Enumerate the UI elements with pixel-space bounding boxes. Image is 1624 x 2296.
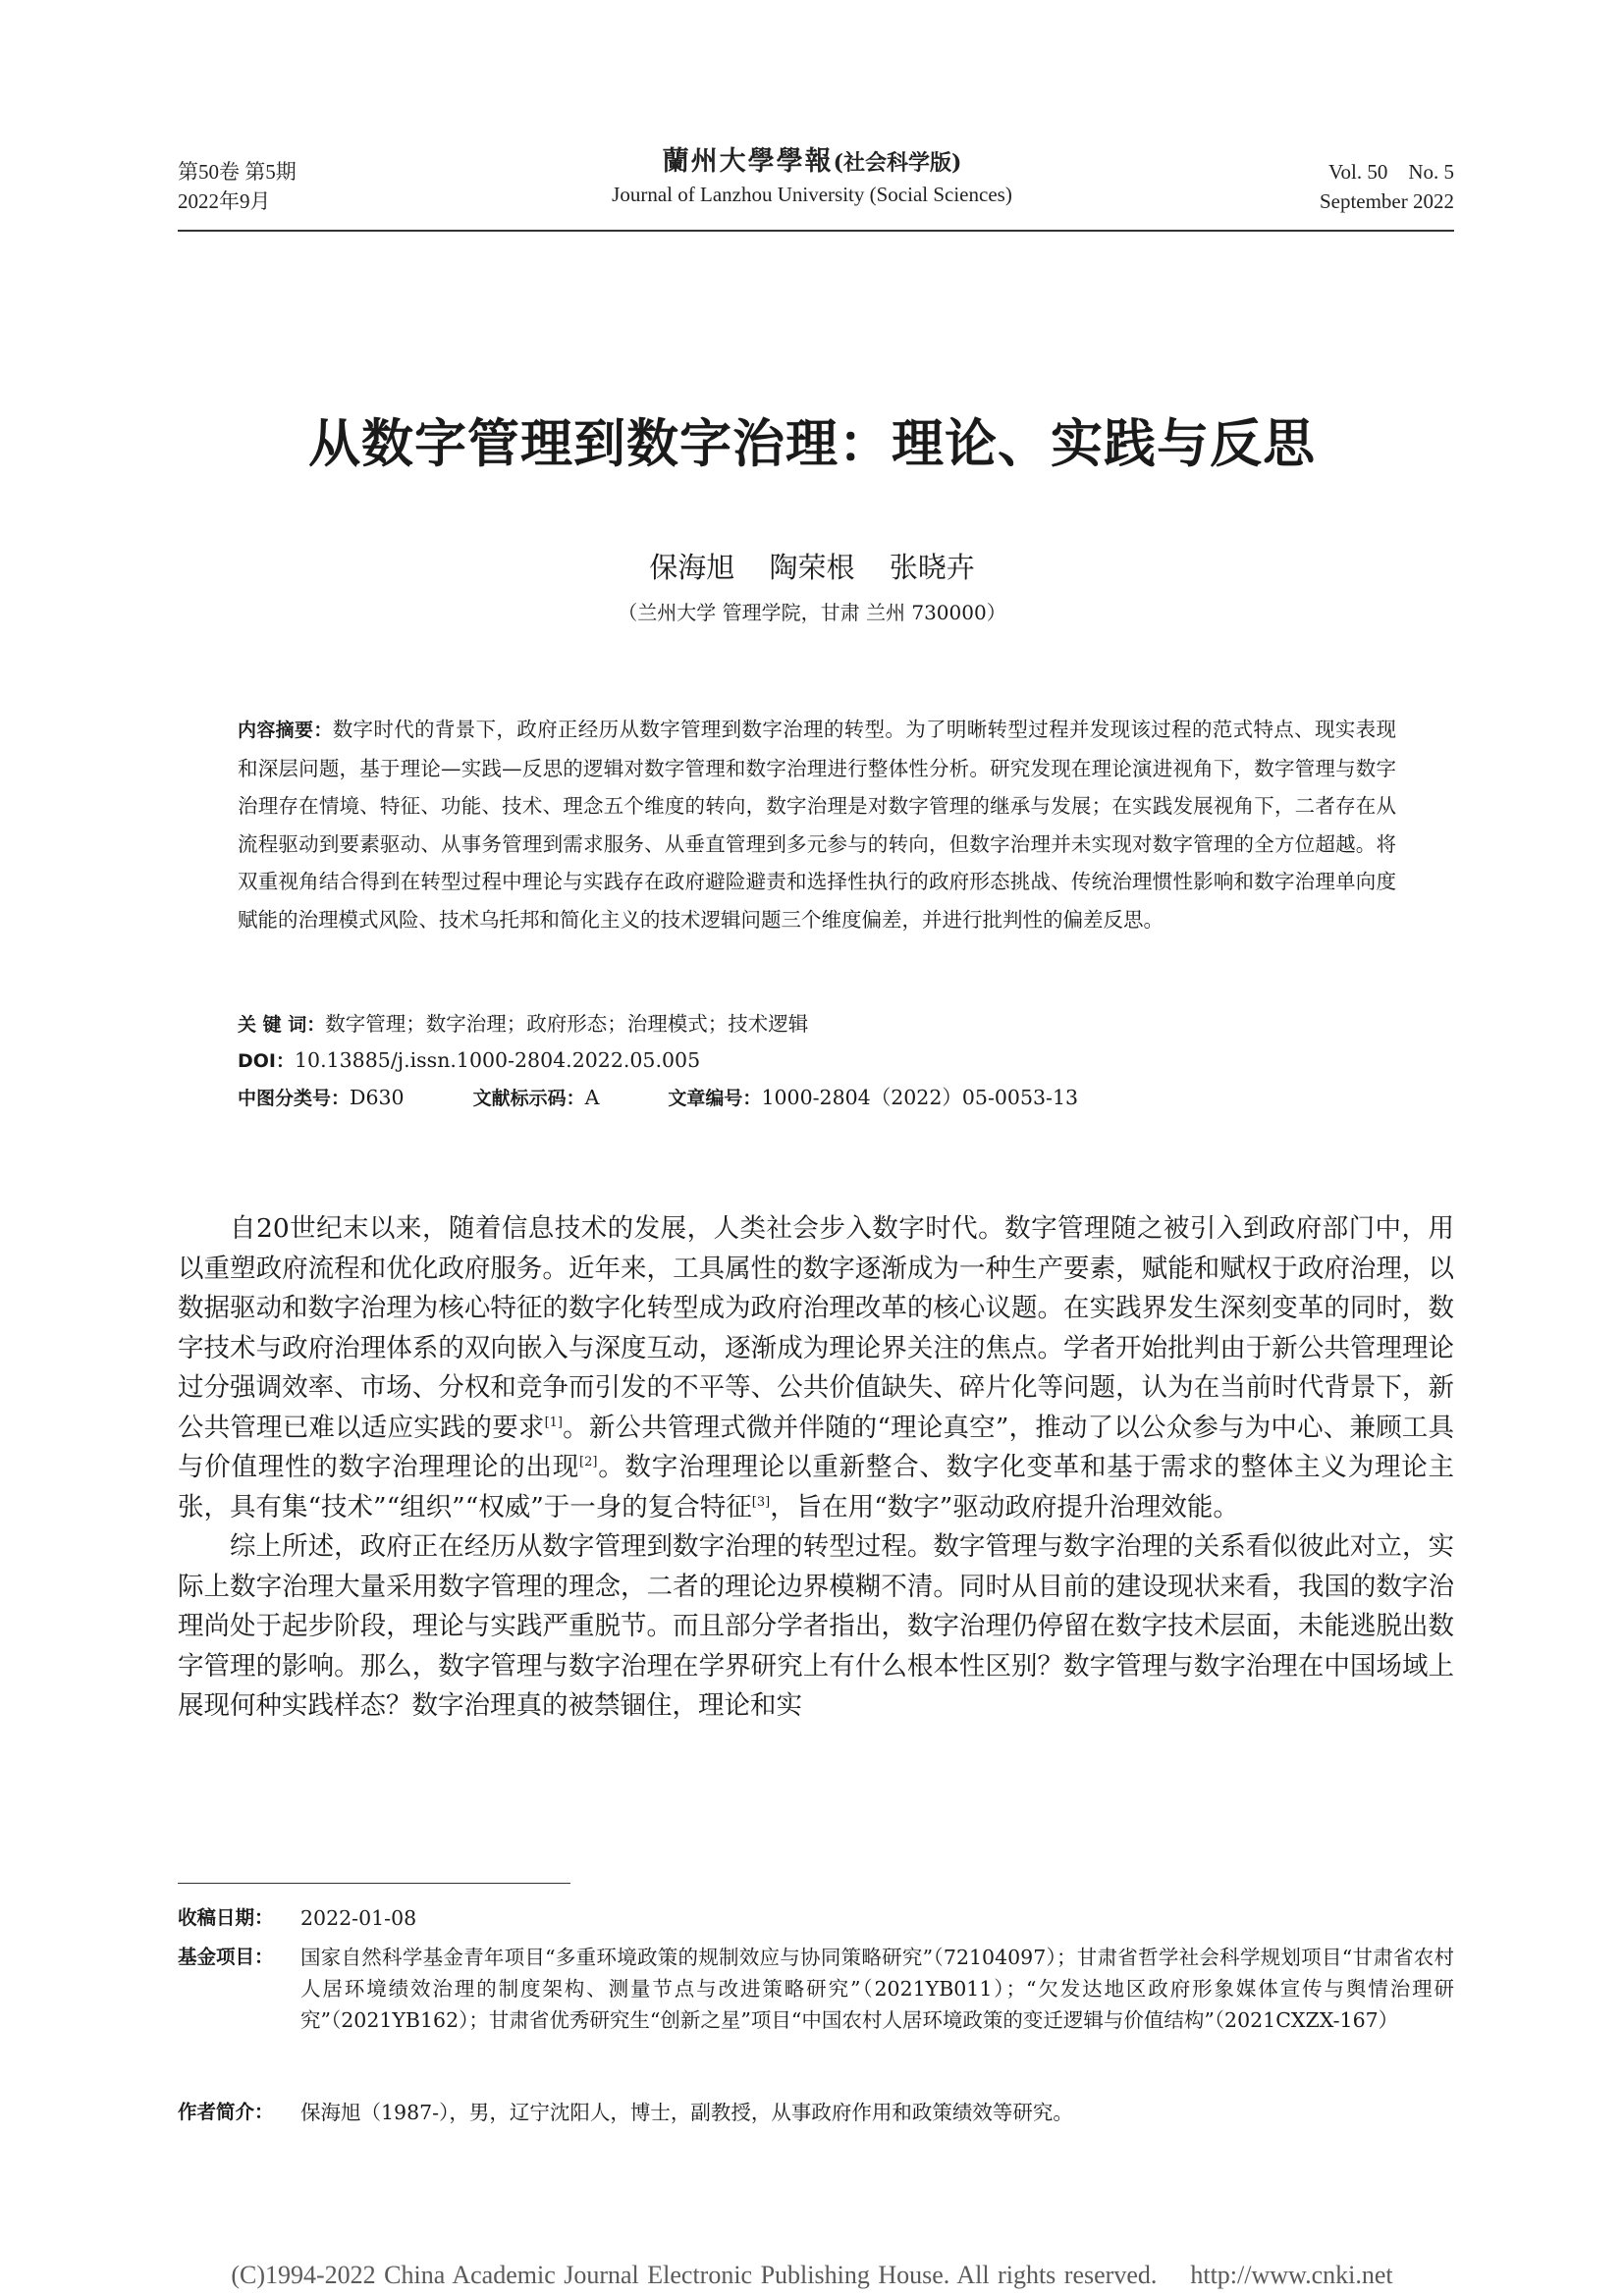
citation-2[interactable]: [2] xyxy=(579,1455,598,1470)
article-no-label: 文章编号： xyxy=(668,1088,762,1109)
abstract xyxy=(238,711,1396,938)
keywords-text: 数字管理；数字治理；政府形态；治理模式；技术逻辑 xyxy=(325,1012,809,1036)
abstract-label: 内容摘要： xyxy=(238,720,333,741)
footnote-fund xyxy=(178,1942,1454,2036)
article-title: 从数字管理到数字治理：理论、实践与反思 xyxy=(308,413,1316,474)
author-affiliation: （兰州大学 管理学院，甘肃 兰州 730000） xyxy=(618,601,1006,624)
clc-label: 中图分类号： xyxy=(238,1088,351,1109)
classification-line xyxy=(238,1083,1396,1113)
copyright-footer: (C)1994-2022 China Academic Journal Electronic Publishing House. All rights reserved. http://www.cnki.net xyxy=(231,2261,1393,2289)
fund-label: 基金项目： xyxy=(178,1946,274,1968)
journal-edition: (社会科学版) xyxy=(833,150,962,176)
header-right xyxy=(1320,157,1454,216)
paragraph-text: ，旨在用“数字”驱动政府提升治理效能。 xyxy=(770,1491,1239,1522)
footnote-author xyxy=(178,2097,1454,2128)
body-paragraph-1 xyxy=(178,1209,1454,1527)
citation-3[interactable]: [3] xyxy=(751,1494,771,1510)
citation-1[interactable]: [1] xyxy=(544,1415,563,1430)
volume-issue-en: Vol. 50 No. 5 xyxy=(1328,160,1454,184)
received-label: 收稿日期： xyxy=(178,1906,274,1929)
fund-text: 国家自然科学基金青年项目“多重环境政策的规制效应与协同策略研究”（72104097）；甘肃省哲学社会科学规划项目“甘肃省农村人居环境绩效治理的制度架构、测量节点与改进策略研究”（2021YB011）；“欠发达地区政府形象媒体宣传与舆情治理研究”（2021YB162）；甘肃省优秀研究生“创新之星”项目“中国农村人居环境政策的变迁逻辑与价值结构”（2021CXZX-167） xyxy=(300,1946,1454,2032)
footnote-rule xyxy=(178,1883,570,1884)
keywords-label: 关 键 词： xyxy=(238,1014,326,1036)
doccode-label: 文献标示码： xyxy=(472,1088,585,1109)
keywords xyxy=(238,1009,1396,1040)
abstract-text: 数字时代的背景下，政府正经历从数字管理到数字治理的转型。为了明晰转型过程并发现该过程的范式特点、现实表现和深层问题，基于理论—实践—反思的逻辑对数字管理和数字治理进行整体性分析。研究发现在理论演进视角下，数字管理与数字治理存在情境、特征、功能、技术、理念五个维度的转向，数字治理是对数字管理的继承与发展；在实践发展视角下，二者存在从流程驱动到要素驱动、从事务管理到需求服务、从垂直管理到多元参与的转向，但数字治理并未实现对数字管理的全方位超越。将双重视角结合得到在转型过程中理论与实践存在政府避险避责和选择性执行的政府形态挑战、传统治理惯性影响和数字治理单向度赋能的治理模式风险、技术乌托邦和简化主义的技术逻辑问题三个维度偏差，并进行批判性的偏差反思。 xyxy=(238,718,1396,932)
received-date: 2022-01-08 xyxy=(300,1906,417,1930)
doi-value: 10.13885/j.issn.1000-2804.2022.05.005 xyxy=(295,1048,701,1072)
volume-issue-cn: 第50卷 第5期 xyxy=(178,160,297,184)
footnote-received xyxy=(178,1902,1454,1934)
clc-value: D630 xyxy=(350,1086,405,1109)
author-bio-label: 作者简介： xyxy=(178,2101,274,2123)
body-paragraph-2: 综上所述，政府正在经历从数字管理到数字治理的转型过程。数字管理与数字治理的关系看似彼此对立，实际上数字治理大量采用数字管理的理念，二者的理论边界模糊不清。同时从目前的建设现状来看，我国的数字治理尚处于起步阶段，理论与实践严重脱节。而且部分学者指出，数字治理仍停留在数字技术层面，未能逃脱出数字管理的影响。那么，数字管理与数字治理在学界研究上有什么根本性区别？数字管理与数字治理在中国场域上展现何种实践样态？数字治理真的被禁锢住，理论和实 xyxy=(178,1531,1454,1721)
paragraph-text: 。新公共管理式微并伴随的“理论真空”，推动了以公众参与为中心、兼顾工具与价值理性的数字治理理论的出现 xyxy=(178,1412,1454,1482)
doi-label: DOI： xyxy=(238,1050,295,1072)
doi xyxy=(238,1045,1396,1076)
doccode-value: A xyxy=(584,1086,600,1109)
paragraph-text: 。数字治理理论以重新整合、数字化变革和基于需求的整体主义为理论主张，具有集“技术”“组织”“权威”于一身的复合特征 xyxy=(178,1452,1455,1522)
author-bio-text: 保海旭（1987-），男，辽宁沈阳人，博士，副教授，从事政府作用和政策绩效等研究。 xyxy=(300,2101,1073,2124)
date-cn: 2022年9月 xyxy=(178,189,271,213)
article-no-value: 1000-2804（2022）05-0053-13 xyxy=(761,1086,1079,1109)
body-text xyxy=(178,1209,1454,1727)
header-rule xyxy=(178,230,1454,232)
journal-logo-text: 蘭州大學學報 xyxy=(662,146,834,177)
date-en: September 2022 xyxy=(1319,189,1454,213)
author-list: 保海旭 陶荣根 张晓卉 xyxy=(649,551,975,584)
paragraph-text: 自20世纪末以来，随着信息技术的发展，人类社会步入数字时代。数字管理随之被引入到政府部门中，用以重塑政府流程和优化政府服务。近年来，工具属性的数字逐渐成为一种生产要素，赋能和赋权于政府治理，以数据驱动和数字治理为核心特征的数字化转型成为政府治理改革的核心议题。在实践界发生深刻变革的同时，数字技术与政府治理体系的双向嵌入与深度互动，逐渐成为理论界关注的焦点。学者开始批判由于新公共管理理论过分强调效率、市场、分权和竞争而引发的不平等、公共价值缺失、碎片化等问题，认为在当前时代背景下，新公共管理已难以适应实践的要求 xyxy=(178,1213,1454,1443)
journal-name-en: Journal of Lanzhou University (Social Sciences) xyxy=(612,183,1012,206)
